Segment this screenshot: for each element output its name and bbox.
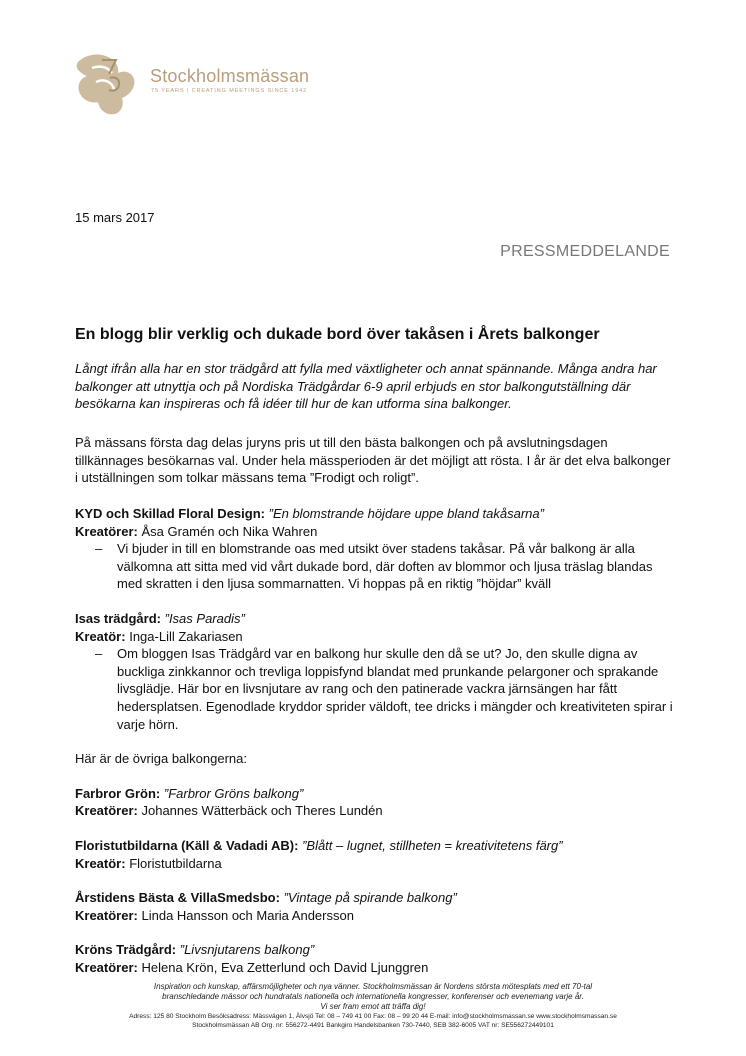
creator-names: Floristutbildarna	[129, 855, 222, 871]
entry-title: ”Blått – lugnet, stillheten = kreativitetens färg”	[302, 837, 563, 853]
creator-label: Kreatörer:	[75, 803, 138, 819]
other-entry	[75, 941, 675, 976]
entry-name: KYD och Skillad Floral Design:	[75, 506, 265, 521]
other-entry	[75, 889, 675, 924]
creator-names: Helena Krön, Eva Zetterlund och David Ljunggren	[141, 959, 429, 975]
document-type: PRESSMEDDELANDE	[500, 243, 670, 260]
dash-bullet-icon: –	[95, 541, 103, 557]
featured-entry	[75, 610, 675, 733]
entry-creators	[75, 907, 675, 925]
entry-creators	[75, 855, 675, 873]
description-text: Vi bjuder in till en blomstrande oas med utsikt över stadens takåsar. På vår balkong är alla välkomna att sitta med vid vårt dukade bord, där doften av blommor och ljusa träslag blandas med skratten i den ljusa sommarnatten. Vi hoppas på en riktig ”höjdar” kväll	[117, 541, 653, 592]
creator-label: Kreatörer:	[75, 959, 138, 975]
entry-name: Isas trädgård:	[75, 610, 161, 626]
footer-contact: Adress: 125 80 Stockholm Besöksadress: Mässvägen 1, Älvsjö Tel: 08 – 749 41 00 Fax: 08 – 99 20 44 E-mail: info@stockholmsmassan.se www.stockholmsmassan.se	[129, 1013, 617, 1020]
intro-paragraph: På mässans första dag delas juryns pris ut till den bästa balkongen och på avslutningsdagen tillkännages besökarnas val. Under hela mässperioden är det möjligt att rösta. I år är det elva balkonger i utställningen som tolkar mässans tema ”Frodigt och roligt”.	[75, 435, 671, 486]
logo-tagline: 75 YEARS | CREATING MEETINGS SINCE 1942	[151, 88, 308, 94]
entry-creators	[75, 523, 675, 541]
entry-description	[75, 645, 675, 733]
entry-name: Kröns Trädgård:	[75, 942, 177, 958]
entry-heading	[75, 505, 675, 523]
stockholmsmassan-logo	[72, 52, 342, 118]
entry-heading	[75, 889, 675, 907]
press-date: 15 mars 2017	[75, 210, 155, 225]
creator-label: Kreatörer:	[75, 907, 138, 923]
entry-title: ”Vintage på spirande balkong”	[283, 890, 457, 906]
creator-names: Inga-Lill Zakariasen	[129, 628, 243, 644]
page-footer	[0, 982, 746, 1030]
footer-company-info: Stockholmsmässan AB Org. nr: 556272-4491 Bankgiro Handelsbanken 730-7440, SEB 382-6005 VAT nr: SE556272449101	[192, 1022, 554, 1029]
entry-title: ”Farbror Gröns balkong”	[163, 785, 304, 801]
description-text: Om bloggen Isas Trädgård var en balkong hur skulle den då se ut? Jo, den skulle digna av buckliga zinkkannor och trevliga loppisfynd blandat med prunkande pelargoner och sprakande livsglädje. Här bor en livsnjutare av rang och den patinerade vackra järnsängen har fått hedersplatsen. Egenodlade kryddor sprider väldoft, tee dricks i mängder och kreativiteten spirar i varje hörn.	[117, 646, 673, 732]
others-intro: Här är de övriga balkongerna:	[75, 751, 247, 767]
entry-creators	[75, 959, 675, 977]
creator-label: Kreatörer:	[75, 523, 138, 539]
creator-label: Kreatör:	[75, 855, 126, 871]
entry-title: ”Isas Paradis”	[164, 610, 245, 626]
lead-paragraph: Långt ifrån alla har en stor trädgård att fylla med växtligheter och annat spännande. Många andra har balkonger att utnyttja och på Nordiska Trädgårdar 6-9 april erbjuds en stor balkongutställning där besökarna kan inspireras och få idéer till hur de kan utforma sina balkonger.	[75, 361, 657, 412]
featured-entry	[75, 505, 675, 593]
creator-label: Kreatör:	[75, 628, 126, 644]
logo-brand-name: Stockholmsmässan	[150, 66, 310, 86]
entry-heading	[75, 610, 675, 628]
entry-heading	[75, 941, 675, 959]
entry-name: Årstidens Bästa & VillaSmedsbo:	[75, 890, 280, 906]
creator-names: Linda Hansson och Maria Andersson	[141, 907, 354, 923]
creator-names: Åsa Gramén och Nika Wahren	[141, 523, 318, 539]
dash-bullet-icon: –	[95, 646, 103, 662]
footer-about-line: Inspiration och kunskap, affärsmöjligheter och nya vänner. Stockholmsmässan är Nordens största mötesplats med ett 70-tal	[153, 982, 593, 991]
other-entry	[75, 837, 675, 872]
entry-title: ”En blomstrande höjdare uppe bland takåsarna”	[268, 506, 544, 521]
balcony-entries	[75, 505, 675, 993]
entry-creators	[75, 628, 675, 646]
entry-name: Farbror Grön:	[75, 785, 161, 801]
entry-name: Floristutbildarna (Käll & Vadadi AB):	[75, 837, 299, 853]
footer-about-line: branschledande mässor och hundratals nationella och internationella kongresser, konferenser och evenemang varje år.	[162, 992, 584, 1001]
footer-slogan: Vi ser fram emot att träffa dig!	[320, 1002, 426, 1011]
entry-heading	[75, 837, 675, 855]
entry-description	[75, 540, 675, 593]
other-entry	[75, 785, 675, 820]
logo-emblem-icon	[72, 52, 148, 118]
press-headline: En blogg blir verklig och dukade bord över takåsen i Årets balkonger	[75, 326, 600, 343]
creator-names: Johannes Wätterbäck och Theres Lundén	[141, 803, 383, 819]
entry-heading	[75, 785, 675, 803]
entry-creators	[75, 802, 675, 820]
entry-title: ”Livsnjutarens balkong”	[179, 942, 315, 958]
